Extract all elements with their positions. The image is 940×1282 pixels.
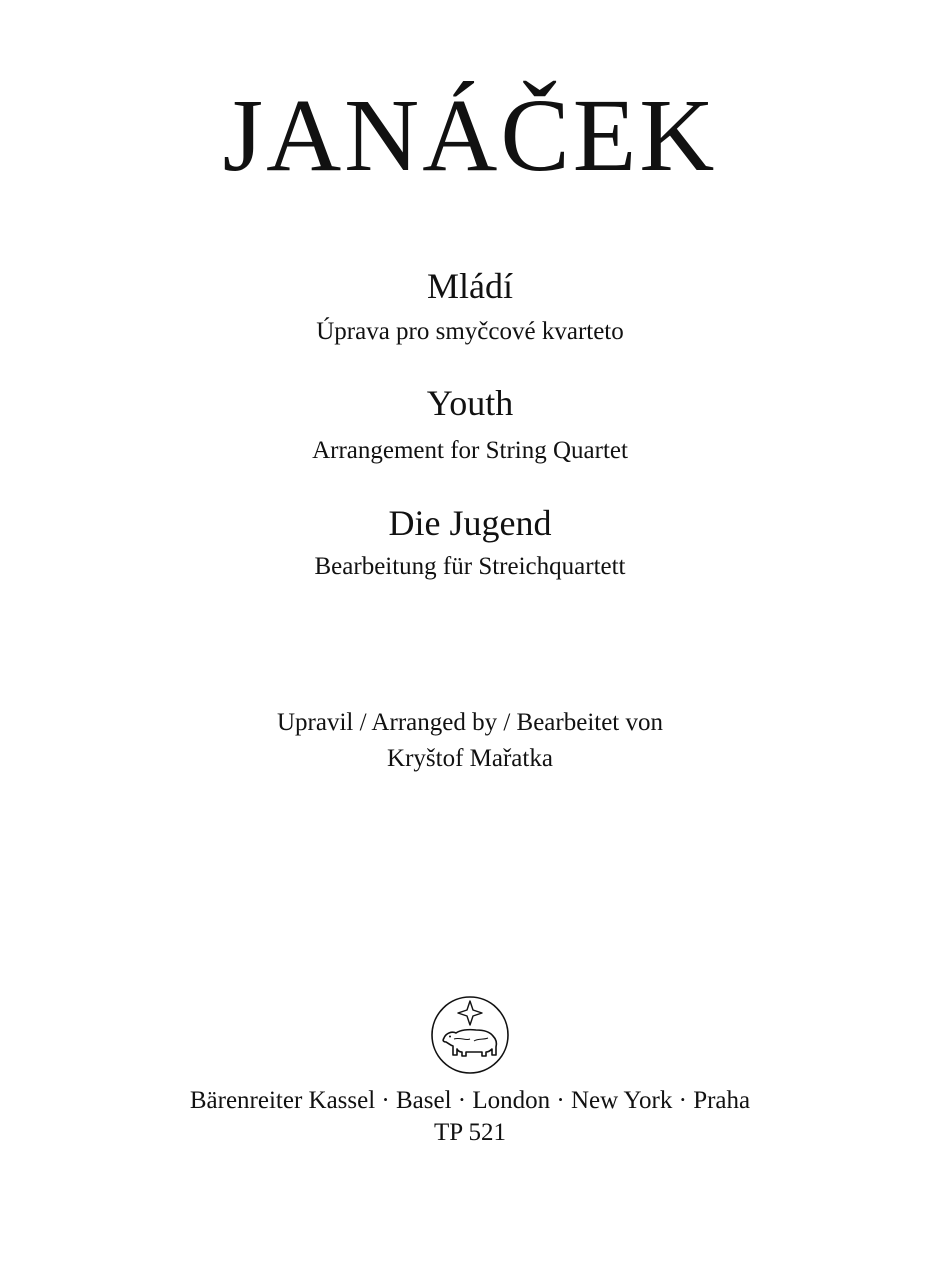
subtitle-english: Arrangement for String Quartet [312,437,628,464]
subtitle-czech: Úprava pro smyčcové kvarteto [316,318,624,345]
arranger-name: Kryštof Mařatka [387,745,553,772]
title-german: Die Jugend [388,503,552,543]
title-english: Youth [426,383,514,423]
catalog-number: TP 521 [434,1119,506,1146]
arranger-label: Upravil / Arranged by / Bearbeitet von [277,709,663,736]
subtitle-german: Bearbeitung für Streichquartett [314,553,626,580]
barenreiter-logo-icon [430,995,510,1075]
composer-name: JANÁČEK [222,78,718,193]
title-czech: Mládí [427,266,513,306]
publisher-places: Bärenreiter Kassel · Basel · London · New York · Praha [189,1087,751,1114]
